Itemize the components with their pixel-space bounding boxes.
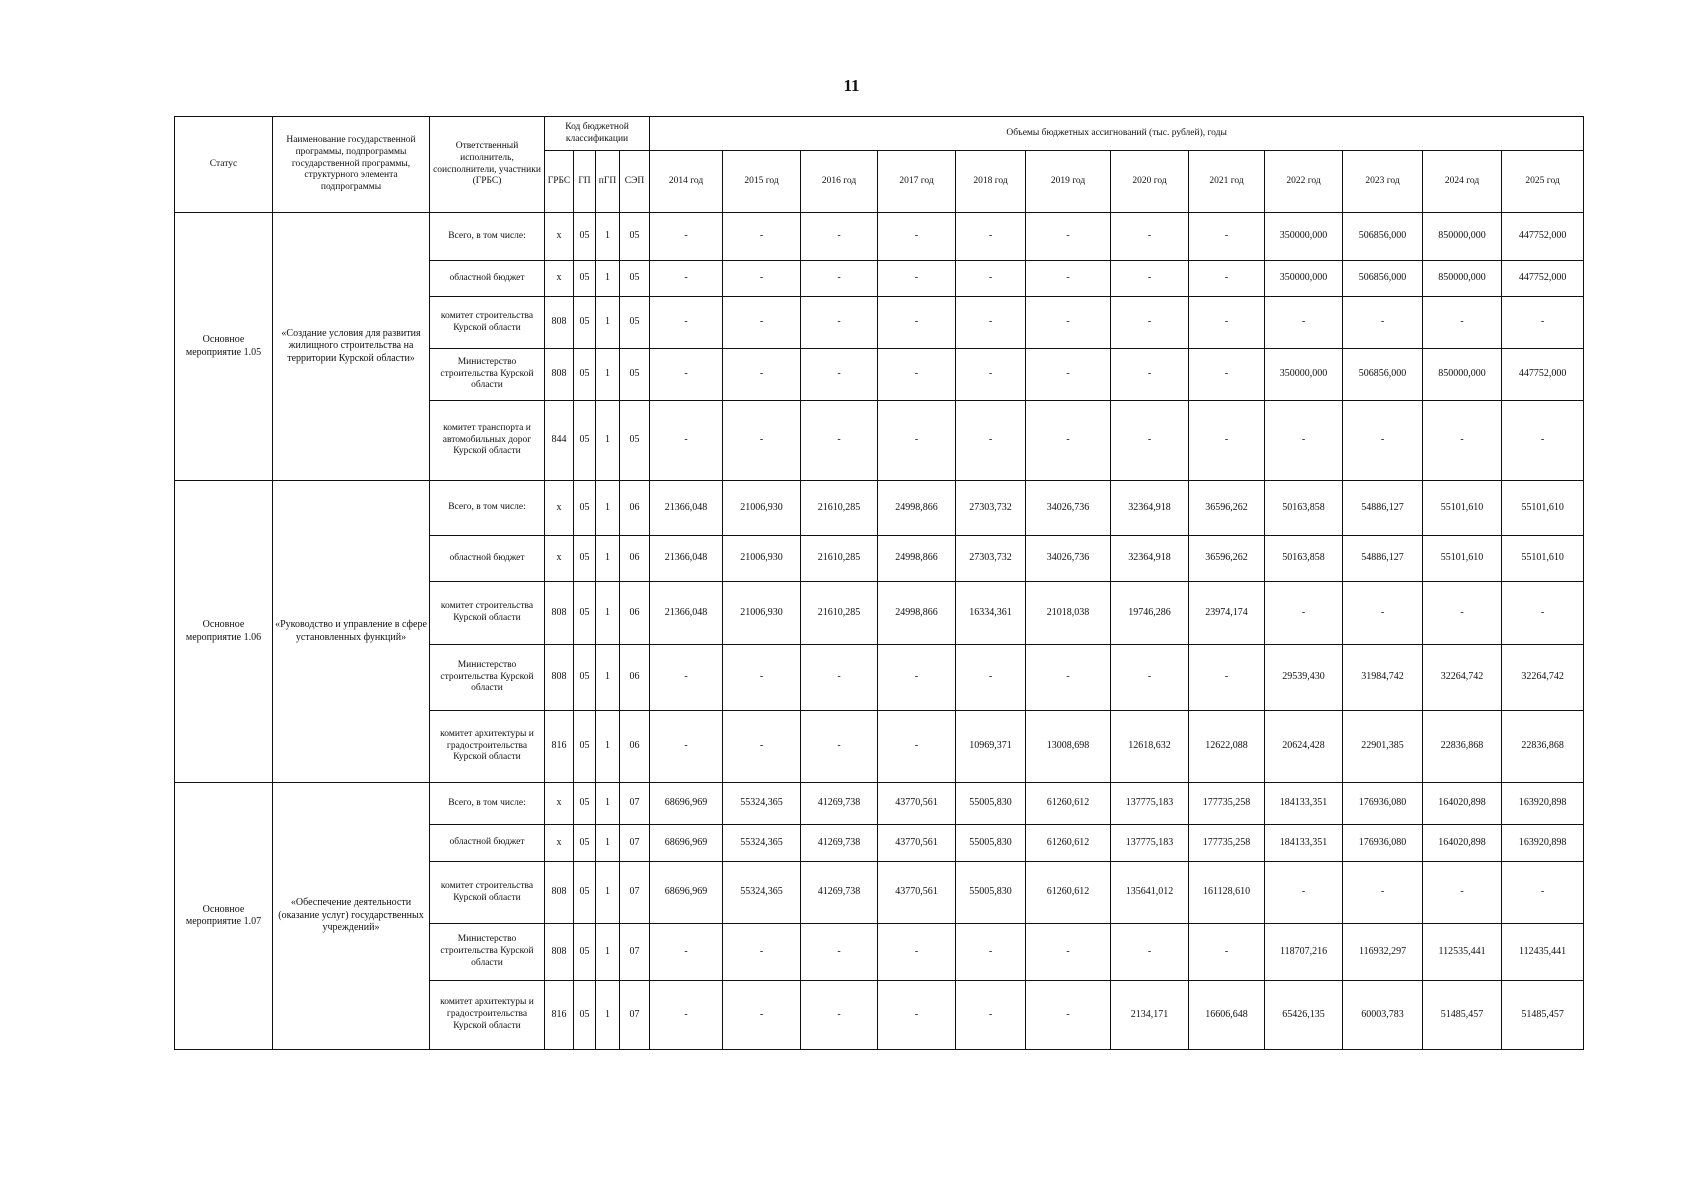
code-grbs-cell: х	[545, 213, 574, 261]
value-cell: -	[1343, 297, 1423, 349]
value-cell: 137775,183	[1111, 783, 1189, 825]
value-cell: 164020,898	[1423, 783, 1502, 825]
value-cell: 22901,385	[1343, 711, 1423, 783]
value-cell: 506856,000	[1343, 261, 1423, 297]
value-cell: 54886,127	[1343, 536, 1423, 582]
executor-cell: Министерство строительства Курской области	[430, 645, 545, 711]
code-grbs-cell: х	[545, 825, 574, 862]
value-cell: 50163,858	[1265, 481, 1343, 536]
value-cell: 850000,000	[1423, 349, 1502, 401]
executor-cell: областной бюджет	[430, 261, 545, 297]
code-gp-cell: 05	[574, 297, 596, 349]
header-year: 2024 год	[1423, 151, 1502, 213]
code-sep-cell: 05	[620, 401, 650, 481]
code-pgp-cell: 1	[596, 297, 620, 349]
header-year: 2017 год	[878, 151, 956, 213]
code-pgp-cell: 1	[596, 213, 620, 261]
value-cell: 21366,048	[650, 582, 723, 645]
value-cell: 50163,858	[1265, 536, 1343, 582]
executor-cell: комитет транспорта и автомобильных дорог Курской области	[430, 401, 545, 481]
value-cell: 506856,000	[1343, 349, 1423, 401]
code-grbs-cell: х	[545, 536, 574, 582]
value-cell: 55101,610	[1423, 536, 1502, 582]
value-cell: -	[878, 349, 956, 401]
code-grbs-cell: 816	[545, 981, 574, 1050]
status-cell: Основное мероприятие 1.05	[175, 213, 273, 481]
value-cell: -	[956, 401, 1026, 481]
value-cell: 55324,365	[723, 783, 801, 825]
code-pgp-cell: 1	[596, 536, 620, 582]
value-cell: 43770,561	[878, 825, 956, 862]
value-cell: -	[801, 349, 878, 401]
code-gp-cell: 05	[574, 783, 596, 825]
value-cell: 65426,135	[1265, 981, 1343, 1050]
executor-cell: комитет строительства Курской области	[430, 862, 545, 924]
code-gp-cell: 05	[574, 825, 596, 862]
value-cell: 43770,561	[878, 783, 956, 825]
executor-cell: Всего, в том числе:	[430, 481, 545, 536]
value-cell: 68696,969	[650, 825, 723, 862]
value-cell: 137775,183	[1111, 825, 1189, 862]
value-cell: 34026,736	[1026, 481, 1111, 536]
value-cell: -	[1111, 261, 1189, 297]
code-grbs-cell: 844	[545, 401, 574, 481]
value-cell: 55324,365	[723, 825, 801, 862]
value-cell: 27303,732	[956, 481, 1026, 536]
value-cell: -	[956, 213, 1026, 261]
value-cell: -	[1423, 401, 1502, 481]
value-cell: -	[956, 645, 1026, 711]
value-cell: 24998,866	[878, 481, 956, 536]
header-year: 2018 год	[956, 151, 1026, 213]
value-cell: -	[723, 297, 801, 349]
header-budget-volumes: Объемы бюджетных ассигнований (тыс. рублей), годы	[650, 117, 1584, 151]
header-code-grbs: ГРБС	[545, 151, 574, 213]
code-grbs-cell: 808	[545, 924, 574, 981]
code-grbs-cell: х	[545, 783, 574, 825]
code-gp-cell: 05	[574, 981, 596, 1050]
value-cell: 55324,365	[723, 862, 801, 924]
value-cell: 116932,297	[1343, 924, 1423, 981]
value-cell: -	[1189, 924, 1265, 981]
value-cell: 21366,048	[650, 481, 723, 536]
value-cell: -	[650, 213, 723, 261]
code-grbs-cell: 808	[545, 862, 574, 924]
header-year: 2023 год	[1343, 151, 1423, 213]
code-sep-cell: 07	[620, 825, 650, 862]
code-pgp-cell: 1	[596, 924, 620, 981]
executor-cell: комитет строительства Курской области	[430, 297, 545, 349]
value-cell: -	[650, 401, 723, 481]
code-pgp-cell: 1	[596, 645, 620, 711]
value-cell: -	[1111, 924, 1189, 981]
value-cell: -	[1265, 297, 1343, 349]
value-cell: 350000,000	[1265, 261, 1343, 297]
code-sep-cell: 05	[620, 297, 650, 349]
value-cell: 12622,088	[1189, 711, 1265, 783]
code-sep-cell: 06	[620, 711, 650, 783]
value-cell: -	[1502, 401, 1584, 481]
value-cell: 21006,930	[723, 582, 801, 645]
value-cell: -	[1026, 645, 1111, 711]
header-program-name: Наименование государственной программы, подпрограммы государственной программы, структурного элемента подпрограммы	[273, 117, 430, 213]
code-pgp-cell: 1	[596, 349, 620, 401]
value-cell: -	[878, 981, 956, 1050]
value-cell: -	[1265, 582, 1343, 645]
value-cell: -	[1026, 924, 1111, 981]
header-year: 2022 год	[1265, 151, 1343, 213]
value-cell: -	[1026, 401, 1111, 481]
value-cell: 32264,742	[1423, 645, 1502, 711]
value-cell: -	[723, 213, 801, 261]
value-cell: -	[956, 924, 1026, 981]
executor-cell: областной бюджет	[430, 825, 545, 862]
executor-cell: областной бюджет	[430, 536, 545, 582]
value-cell: 850000,000	[1423, 213, 1502, 261]
value-cell: 60003,783	[1343, 981, 1423, 1050]
value-cell: -	[723, 349, 801, 401]
code-pgp-cell: 1	[596, 261, 620, 297]
value-cell: -	[956, 981, 1026, 1050]
value-cell: 43770,561	[878, 862, 956, 924]
value-cell: -	[1189, 401, 1265, 481]
header-year: 2019 год	[1026, 151, 1111, 213]
code-pgp-cell: 1	[596, 825, 620, 862]
program-name-cell: «Руководство и управление в сфере установленных функций»	[273, 481, 430, 783]
code-grbs-cell: 816	[545, 711, 574, 783]
value-cell: 55005,830	[956, 862, 1026, 924]
value-cell: 41269,738	[801, 862, 878, 924]
value-cell: 55005,830	[956, 825, 1026, 862]
code-pgp-cell: 1	[596, 711, 620, 783]
value-cell: 51485,457	[1502, 981, 1584, 1050]
value-cell: 61260,612	[1026, 825, 1111, 862]
table-row	[175, 481, 1584, 536]
value-cell: -	[1111, 645, 1189, 711]
value-cell: 34026,736	[1026, 536, 1111, 582]
code-grbs-cell: 808	[545, 582, 574, 645]
value-cell: -	[650, 981, 723, 1050]
code-sep-cell: 07	[620, 924, 650, 981]
value-cell: -	[1343, 401, 1423, 481]
value-cell: -	[1423, 297, 1502, 349]
value-cell: 177735,258	[1189, 825, 1265, 862]
value-cell: 21610,285	[801, 582, 878, 645]
value-cell: 31984,742	[1343, 645, 1423, 711]
value-cell: 32264,742	[1502, 645, 1584, 711]
value-cell: -	[723, 981, 801, 1050]
code-gp-cell: 05	[574, 582, 596, 645]
value-cell: -	[878, 645, 956, 711]
value-cell: -	[1111, 297, 1189, 349]
value-cell: 350000,000	[1265, 349, 1343, 401]
value-cell: 23974,174	[1189, 582, 1265, 645]
value-cell: 61260,612	[1026, 783, 1111, 825]
value-cell: 55101,610	[1502, 481, 1584, 536]
value-cell: -	[1343, 582, 1423, 645]
value-cell: 54886,127	[1343, 481, 1423, 536]
value-cell: -	[1026, 213, 1111, 261]
value-cell: -	[1111, 349, 1189, 401]
value-cell: -	[878, 213, 956, 261]
value-cell: 350000,000	[1265, 213, 1343, 261]
budget-table-body	[175, 213, 1584, 1050]
value-cell: 176936,080	[1343, 783, 1423, 825]
value-cell: -	[878, 924, 956, 981]
value-cell: 41269,738	[801, 783, 878, 825]
code-sep-cell: 06	[620, 645, 650, 711]
value-cell: 24998,866	[878, 536, 956, 582]
value-cell: 135641,012	[1111, 862, 1189, 924]
value-cell: -	[1026, 261, 1111, 297]
value-cell: 10969,371	[956, 711, 1026, 783]
value-cell: 51485,457	[1423, 981, 1502, 1050]
value-cell: 850000,000	[1423, 261, 1502, 297]
value-cell: -	[650, 261, 723, 297]
value-cell: -	[723, 924, 801, 981]
value-cell: 506856,000	[1343, 213, 1423, 261]
value-cell: 41269,738	[801, 825, 878, 862]
value-cell: -	[1502, 862, 1584, 924]
status-cell: Основное мероприятие 1.07	[175, 783, 273, 1050]
value-cell: -	[1423, 862, 1502, 924]
code-gp-cell: 05	[574, 711, 596, 783]
value-cell: -	[650, 924, 723, 981]
value-cell: -	[1189, 297, 1265, 349]
header-executor: Ответственный исполнитель, соисполнители, участники (ГРБС)	[430, 117, 545, 213]
code-sep-cell: 06	[620, 481, 650, 536]
value-cell: 32364,918	[1111, 481, 1189, 536]
value-cell: 21610,285	[801, 481, 878, 536]
code-grbs-cell: х	[545, 261, 574, 297]
value-cell: -	[1111, 401, 1189, 481]
value-cell: -	[1026, 349, 1111, 401]
value-cell: 161128,610	[1189, 862, 1265, 924]
header-code-sep: СЭП	[620, 151, 650, 213]
value-cell: 24998,866	[878, 582, 956, 645]
executor-cell: комитет архитектуры и градостроительства Курской области	[430, 981, 545, 1050]
code-pgp-cell: 1	[596, 582, 620, 645]
value-cell: 20624,428	[1265, 711, 1343, 783]
value-cell: -	[1189, 645, 1265, 711]
value-cell: 21610,285	[801, 536, 878, 582]
header-year: 2016 год	[801, 151, 878, 213]
value-cell: -	[801, 401, 878, 481]
value-cell: -	[1423, 582, 1502, 645]
code-sep-cell: 05	[620, 213, 650, 261]
value-cell: -	[878, 401, 956, 481]
value-cell: -	[878, 711, 956, 783]
value-cell: 13008,698	[1026, 711, 1111, 783]
status-cell: Основное мероприятие 1.06	[175, 481, 273, 783]
code-gp-cell: 05	[574, 401, 596, 481]
value-cell: -	[1189, 261, 1265, 297]
value-cell: 61260,612	[1026, 862, 1111, 924]
header-year: 2020 год	[1111, 151, 1189, 213]
value-cell: 177735,258	[1189, 783, 1265, 825]
value-cell: 16334,361	[956, 582, 1026, 645]
value-cell: -	[1265, 862, 1343, 924]
value-cell: 36596,262	[1189, 481, 1265, 536]
value-cell: -	[723, 261, 801, 297]
header-year: 2015 год	[723, 151, 801, 213]
code-sep-cell: 06	[620, 582, 650, 645]
code-gp-cell: 05	[574, 924, 596, 981]
code-gp-cell: 05	[574, 261, 596, 297]
value-cell: 19746,286	[1111, 582, 1189, 645]
value-cell: 29539,430	[1265, 645, 1343, 711]
value-cell: 184133,351	[1265, 825, 1343, 862]
value-cell: -	[1026, 981, 1111, 1050]
value-cell: 68696,969	[650, 783, 723, 825]
value-cell: 22836,868	[1502, 711, 1584, 783]
executor-cell: комитет строительства Курской области	[430, 582, 545, 645]
value-cell: -	[801, 213, 878, 261]
executor-cell: Всего, в том числе:	[430, 783, 545, 825]
value-cell: -	[801, 981, 878, 1050]
value-cell: 12618,632	[1111, 711, 1189, 783]
value-cell: -	[650, 297, 723, 349]
header-year: 2021 год	[1189, 151, 1265, 213]
value-cell: 21006,930	[723, 481, 801, 536]
value-cell: -	[723, 401, 801, 481]
value-cell: -	[801, 645, 878, 711]
code-gp-cell: 05	[574, 645, 596, 711]
value-cell: -	[1502, 582, 1584, 645]
value-cell: 22836,868	[1423, 711, 1502, 783]
value-cell: -	[956, 297, 1026, 349]
value-cell: -	[723, 645, 801, 711]
executor-cell: комитет архитектуры и градостроительства Курской области	[430, 711, 545, 783]
value-cell: -	[956, 349, 1026, 401]
value-cell: -	[801, 297, 878, 349]
value-cell: 21366,048	[650, 536, 723, 582]
page-number: 11	[843, 76, 860, 95]
value-cell: -	[1189, 213, 1265, 261]
value-cell: 32364,918	[1111, 536, 1189, 582]
value-cell: -	[650, 645, 723, 711]
value-cell: -	[801, 261, 878, 297]
code-gp-cell: 05	[574, 213, 596, 261]
code-pgp-cell: 1	[596, 981, 620, 1050]
code-pgp-cell: 1	[596, 481, 620, 536]
value-cell: 36596,262	[1189, 536, 1265, 582]
value-cell: 184133,351	[1265, 783, 1343, 825]
value-cell: 16606,648	[1189, 981, 1265, 1050]
value-cell: 176936,080	[1343, 825, 1423, 862]
header-code-pgp: пГП	[596, 151, 620, 213]
value-cell: -	[1111, 213, 1189, 261]
code-sep-cell: 07	[620, 783, 650, 825]
value-cell: -	[801, 711, 878, 783]
value-cell: 55005,830	[956, 783, 1026, 825]
code-gp-cell: 05	[574, 481, 596, 536]
value-cell: 118707,216	[1265, 924, 1343, 981]
value-cell: 55101,610	[1423, 481, 1502, 536]
value-cell: -	[1265, 401, 1343, 481]
code-pgp-cell: 1	[596, 783, 620, 825]
value-cell: 68696,969	[650, 862, 723, 924]
value-cell: -	[801, 924, 878, 981]
value-cell: 2134,171	[1111, 981, 1189, 1050]
code-gp-cell: 05	[574, 862, 596, 924]
value-cell: 112435,441	[1502, 924, 1584, 981]
value-cell: 21018,038	[1026, 582, 1111, 645]
value-cell: -	[878, 261, 956, 297]
value-cell: 112535,441	[1423, 924, 1502, 981]
value-cell: -	[1026, 297, 1111, 349]
program-name-cell: «Обеспечение деятельности (оказание услуг) государственных учреждений»	[273, 783, 430, 1050]
executor-cell: Министерство строительства Курской области	[430, 349, 545, 401]
code-sep-cell: 05	[620, 349, 650, 401]
value-cell: -	[650, 711, 723, 783]
code-sep-cell: 06	[620, 536, 650, 582]
code-grbs-cell: 808	[545, 297, 574, 349]
value-cell: -	[1502, 297, 1584, 349]
value-cell: -	[1343, 862, 1423, 924]
value-cell: 21006,930	[723, 536, 801, 582]
table-row	[175, 213, 1584, 261]
header-budget-code: Код бюджетной классификации	[545, 117, 650, 151]
code-pgp-cell: 1	[596, 862, 620, 924]
code-pgp-cell: 1	[596, 401, 620, 481]
header-status: Статус	[175, 117, 273, 213]
header-year: 2014 год	[650, 151, 723, 213]
value-cell: -	[956, 261, 1026, 297]
code-gp-cell: 05	[574, 536, 596, 582]
value-cell: -	[1189, 349, 1265, 401]
value-cell: 447752,000	[1502, 261, 1584, 297]
code-gp-cell: 05	[574, 349, 596, 401]
code-sep-cell: 07	[620, 862, 650, 924]
value-cell: 27303,732	[956, 536, 1026, 582]
code-grbs-cell: х	[545, 481, 574, 536]
value-cell: 55101,610	[1502, 536, 1584, 582]
code-grbs-cell: 808	[545, 349, 574, 401]
value-cell: 447752,000	[1502, 349, 1584, 401]
value-cell: -	[723, 711, 801, 783]
value-cell: 163920,898	[1502, 825, 1584, 862]
value-cell: -	[650, 349, 723, 401]
header-year: 2025 год	[1502, 151, 1584, 213]
code-sep-cell: 07	[620, 981, 650, 1050]
code-grbs-cell: 808	[545, 645, 574, 711]
header-code-gp: ГП	[574, 151, 596, 213]
value-cell: 163920,898	[1502, 783, 1584, 825]
executor-cell: Министерство строительства Курской области	[430, 924, 545, 981]
value-cell: 447752,000	[1502, 213, 1584, 261]
executor-cell: Всего, в том числе:	[430, 213, 545, 261]
value-cell: 164020,898	[1423, 825, 1502, 862]
table-row	[175, 783, 1584, 825]
budget-table	[174, 116, 1584, 1050]
program-name-cell: «Создание условия для развития жилищного строительства на территории Курской области»	[273, 213, 430, 481]
value-cell: -	[878, 297, 956, 349]
code-sep-cell: 05	[620, 261, 650, 297]
